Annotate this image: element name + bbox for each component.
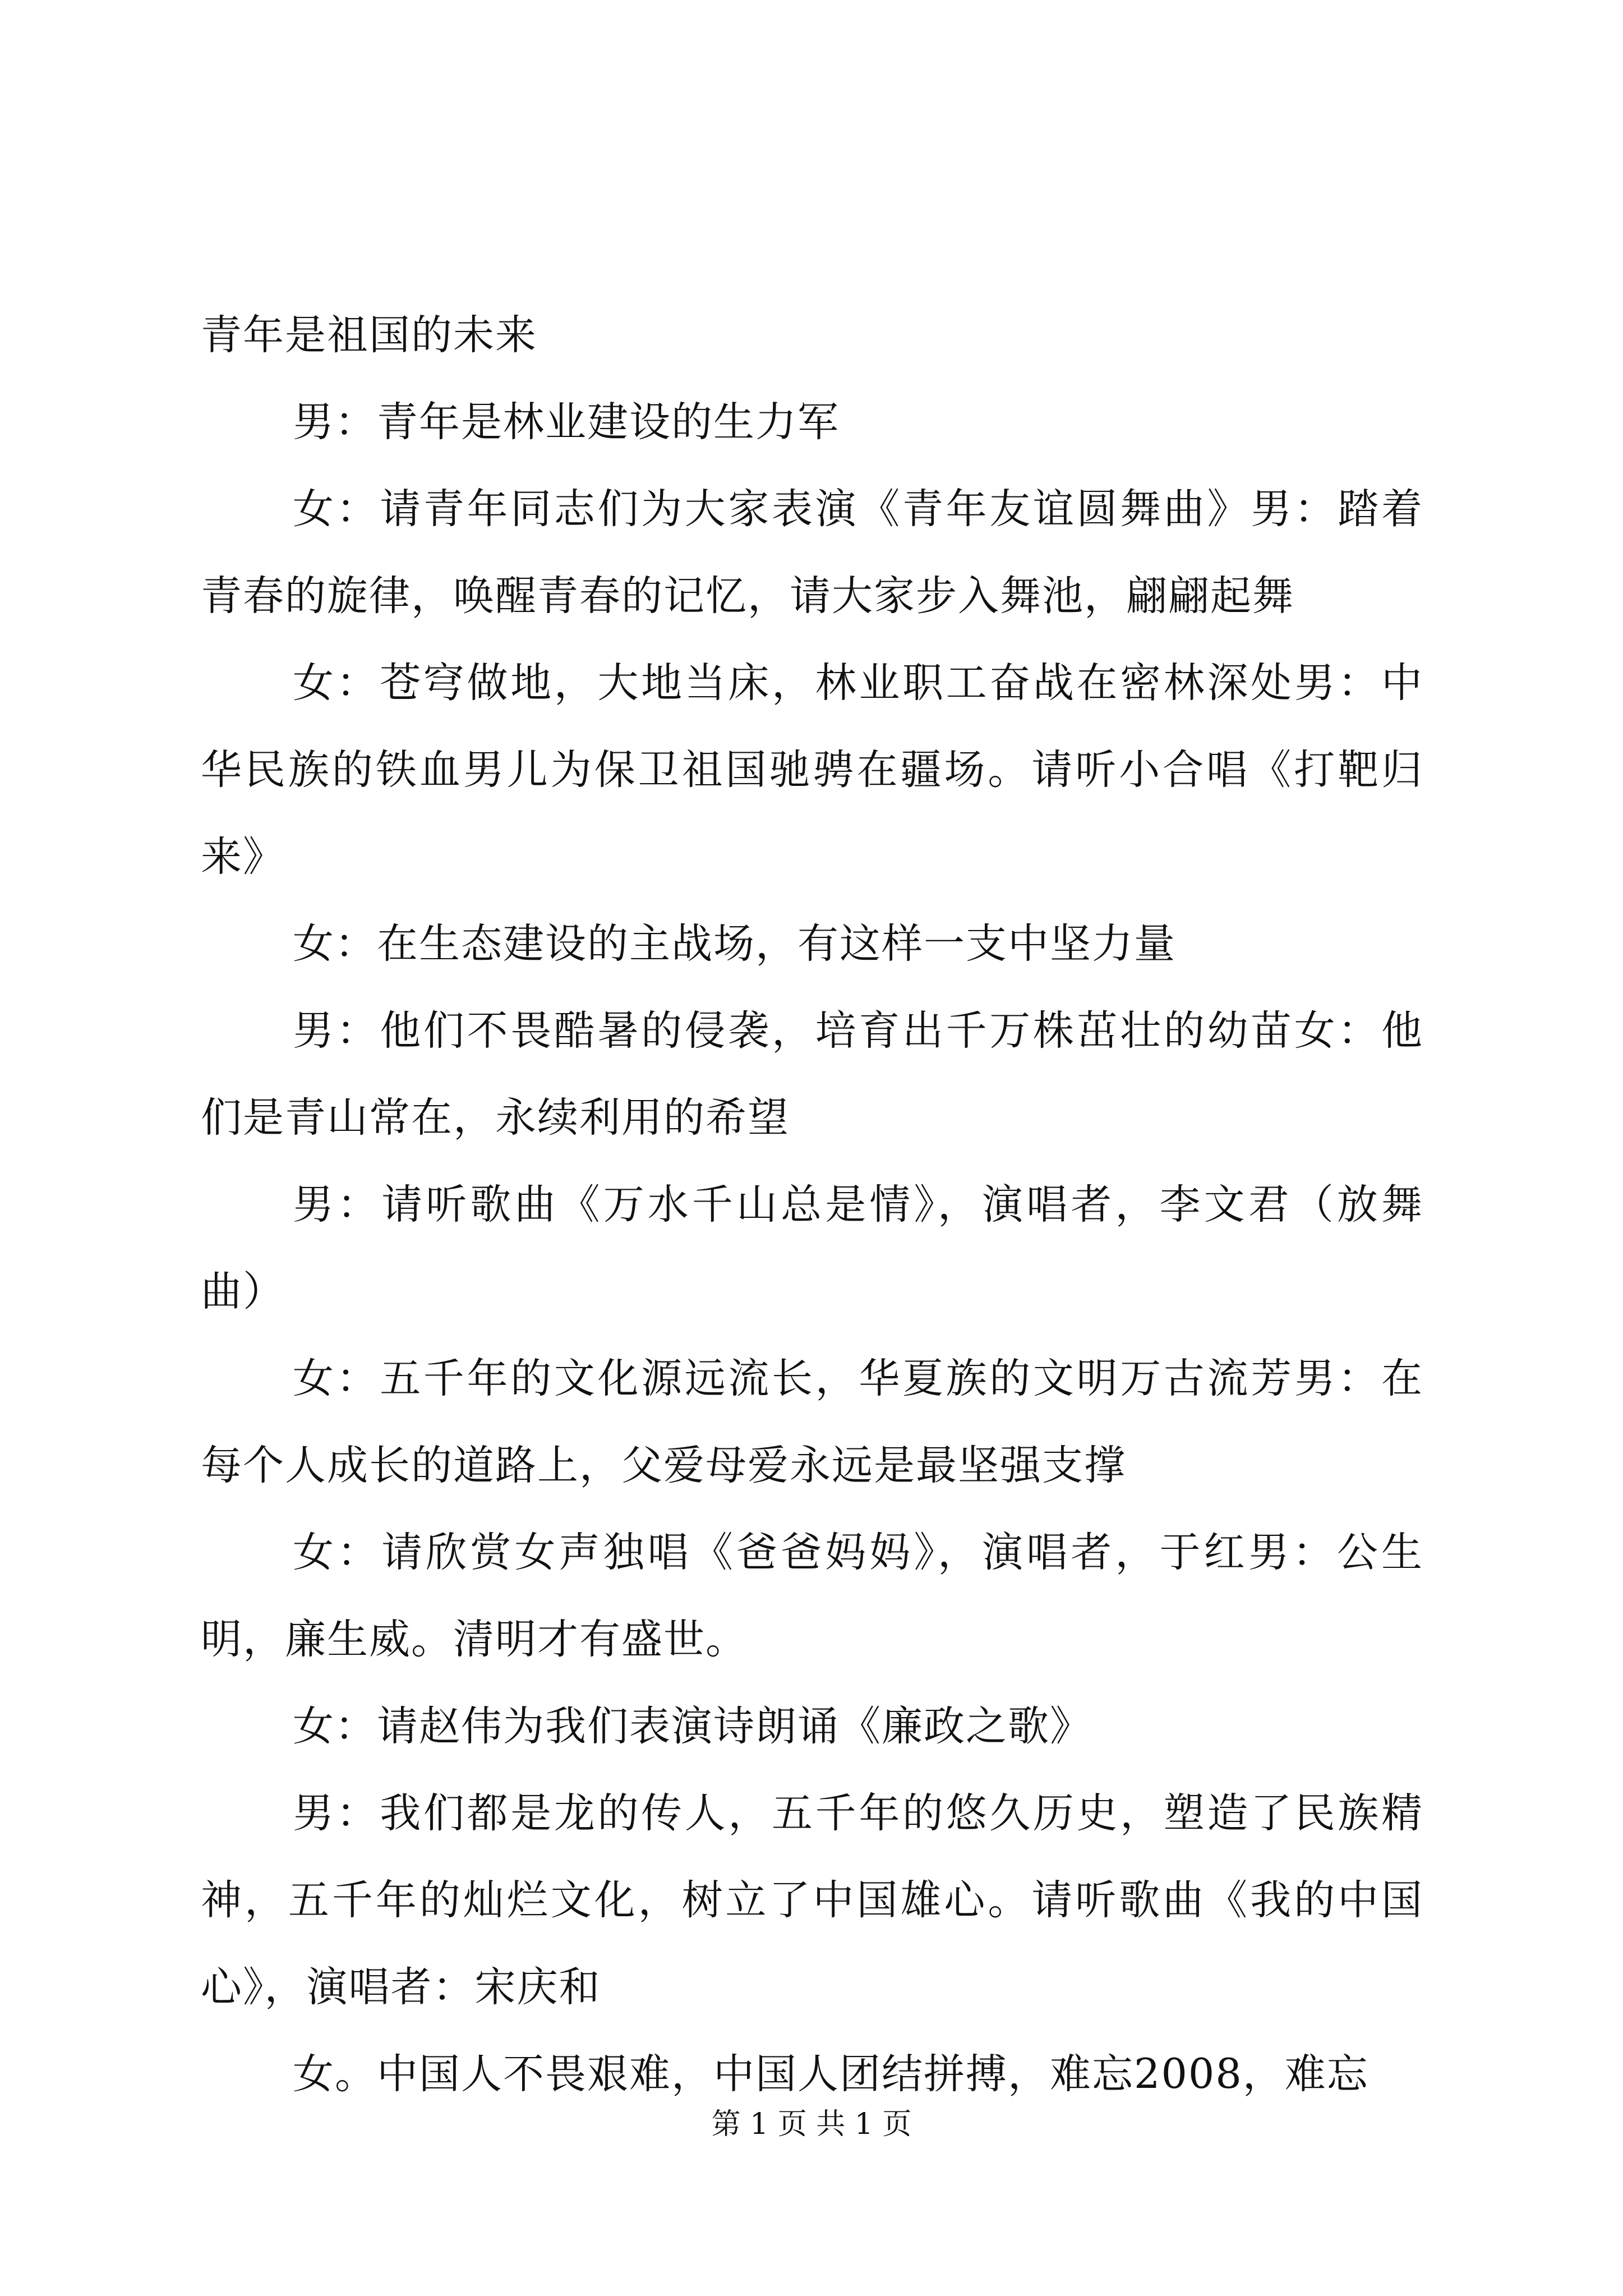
document-body — [201, 292, 1423, 2118]
paragraph-8: 女：五千年的文化源远流长，华夏族的文明万古流芳男：在每个人成长的道路上，父爱母爱永远是最坚强支撑 — [201, 1355, 1423, 1489]
paragraph-4: 女：苍穹做地，大地当床，林业职工奋战在密林深处男：中华民族的铁血男儿为保卫祖国驰骋在疆场。请听小合唱《打靶归来》 — [201, 659, 1423, 881]
paragraph-10: 女：请赵伟为我们表演诗朗诵《廉政之歌》 — [293, 1703, 1092, 1750]
paragraph-1: 青年是祖国的未来 — [201, 311, 537, 359]
paragraph-12: 女。中国人不畏艰难，中国人团结拼搏，难忘2008，难忘 — [293, 2050, 1369, 2098]
paragraph-3: 女：请青年同志们为大家表演《青年友谊圆舞曲》男：踏着青春的旋律，唤醒青春的记忆，请大家步入舞池，翩翩起舞 — [201, 485, 1423, 620]
paragraph-11: 男：我们都是龙的传人，五千年的悠久历史，塑造了民族精神，五千年的灿烂文化，树立了中国雄心。请听歌曲《我的中国心》，演唱者：宋庆和 — [201, 1789, 1423, 2011]
paragraph-7: 男：请听歌曲《万水千山总是情》，演唱者，李文君（放舞曲） — [201, 1181, 1423, 1315]
paragraph-9: 女：请欣赏女声独唱《爸爸妈妈》，演唱者，于红男：公生明，廉生威。清明才有盛世。 — [201, 1529, 1423, 1663]
paragraph-6: 男：他们不畏酷暑的侵袭，培育出千万株茁壮的幼苗女：他们是青山常在，永续利用的希望 — [201, 1007, 1423, 1142]
paragraph-5: 女：在生态建设的主战场，有这样一支中坚力量 — [293, 920, 1176, 968]
paragraph-2: 男：青年是林业建设的生力军 — [293, 398, 840, 446]
page-footer: 第 1 页 共 1 页 — [711, 2108, 912, 2141]
